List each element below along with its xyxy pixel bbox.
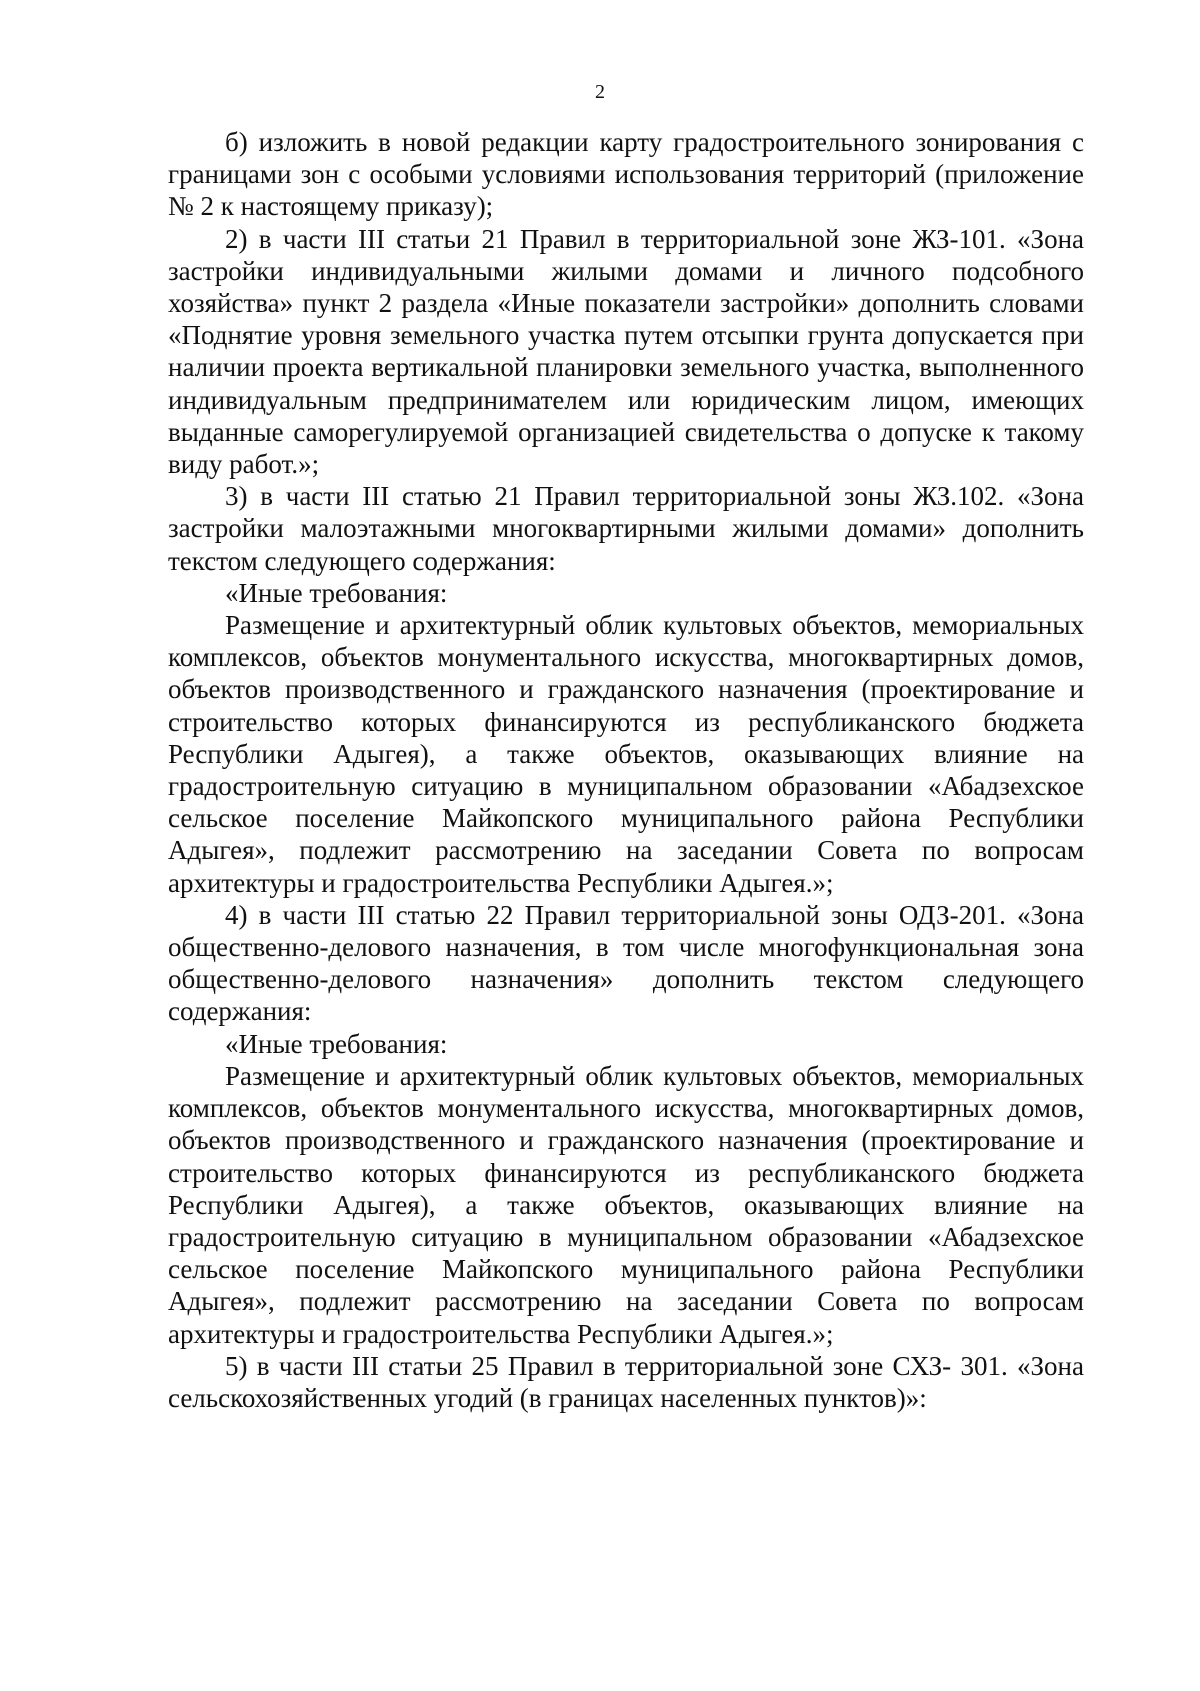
paragraph-other-requirements-heading: «Иные требования: (225, 577, 448, 608)
paragraph-placement-requirements: Размещение и архитектурный облик культовых объектов, мемориальных комплексов, объектов монументального искусства, многоквартирных домов, объектов производственного и гражданского назначения (проектирование и строительство которых финансируются из республиканского бюджета Республики Адыгея), а также объектов, оказывающих влияние на градостроительную ситуацию в муниципальном образовании «Абадзехское сельское поселение Майкопского муниципального района Республики Адыгея», подлежит рассмотрению на заседании Совета по вопросам архитектуры и градостроительства Республики Адыгея.»; (168, 610, 1084, 898)
page-number: 2 (595, 81, 605, 103)
paragraph-5-zone-shz-301: 5) в части III статьи 25 Правил в территориальной зоне СХЗ- 301. «Зона сельскохозяйственных угодий (в границах населенных пунктов)»: (168, 1350, 1084, 1413)
paragraph-4-zone-odz-201: 4) в части III статью 22 Правил территориальной зоны ОДЗ-201. «Зона общественно-делового назначения, в том числе многофункциональная зона общественно-делового назначения» дополнить текстом следующего содержания: (168, 899, 1084, 1027)
paragraph-other-requirements-heading: «Иные требования: (225, 1028, 448, 1059)
document-body (168, 126, 1084, 1414)
paragraph-3-zone-zhz-102: 3) в части III статью 21 Правил территориальной зоны ЖЗ.102. «Зона застройки малоэтажными многоквартирными жилыми домами» дополнить текстом следующего содержания: (168, 481, 1084, 576)
paragraph-placement-requirements: Размещение и архитектурный облик культовых объектов, мемориальных комплексов, объектов монументального искусства, многоквартирных домов, объектов производственного и гражданского назначения (проектирование и строительство которых финансируются из республиканского бюджета Республики Адыгея), а также объектов, оказывающих влияние на градостроительную ситуацию в муниципальном образовании «Абадзехское сельское поселение Майкопского муниципального района Республики Адыгея», подлежит рассмотрению на заседании Совета по вопросам архитектуры и градостроительства Республики Адыгея.»; (168, 1060, 1084, 1349)
paragraph-b-zoning-map: б) изложить в новой редакции карту градостроительного зонирования с границами зон с особыми условиями использования территорий (приложение № 2 к настоящему приказу); (168, 127, 1084, 222)
paragraph-2-zone-zhz-101: 2) в части III статьи 21 Правил в территориальной зоне ЖЗ-101. «Зона застройки индивидуальными жилыми домами и личного подсобного хозяйства» пункт 2 раздела «Иные показатели застройки» дополнить словами «Поднятие уровня земельного участка путем отсыпки грунта допускается при наличии проекта вертикальной планировки земельного участка, выполненного индивидуальным предпринимателем или юридическим лицом, имеющих выданные саморегулируемой организацией свидетельства о допуске к такому виду работ.»; (168, 223, 1084, 480)
